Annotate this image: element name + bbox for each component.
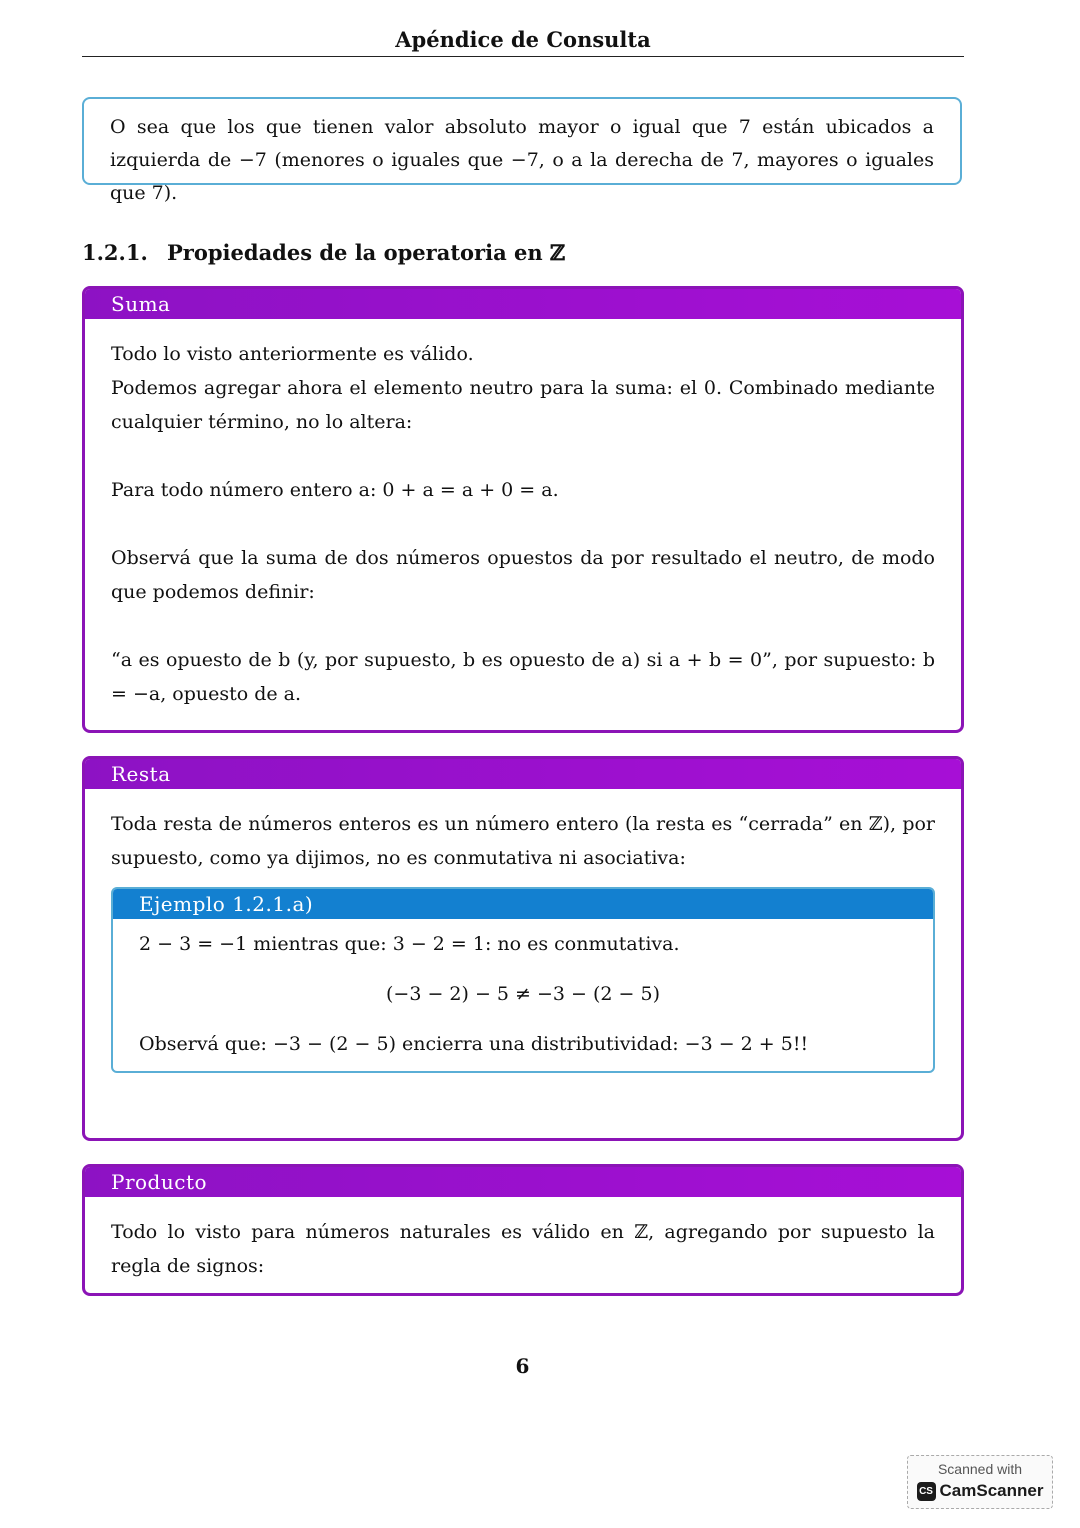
resta-box xyxy=(82,756,964,1141)
suma-paragraph-3: Para todo número entero a: 0 + a = a + 0 = a. xyxy=(111,479,559,501)
producto-body xyxy=(85,1197,961,1283)
example-line-2: (−3 − 2) − 5 ≠ −3 − (2 − 5) xyxy=(385,983,660,1005)
scanner-brand: CamScanner xyxy=(939,1481,1044,1500)
example-box xyxy=(111,887,935,1073)
note-text: O sea que los que tienen valor absoluto mayor o igual que 7 están ubicados a izquierda de −7 (menores o iguales que −7, o a la derecha de 7, mayores o iguales que 7). xyxy=(110,116,934,204)
section-title: Propiedades de la operatoria en ℤ xyxy=(167,240,566,265)
scanner-caption: Scanned with xyxy=(937,1461,1023,1477)
producto-title: Producto xyxy=(85,1167,961,1197)
resta-paragraph-1: Toda resta de números enteros es un número entero (la resta es “cerrada” en ℤ), por supuesto, como ya dijimos, no es conmutativa ni asociativa: xyxy=(111,813,935,869)
resta-body xyxy=(85,789,961,1073)
suma-title: Suma xyxy=(85,289,961,319)
scanner-brand-row xyxy=(908,1480,1052,1502)
page-number: 6 xyxy=(515,1354,530,1378)
scanner-watermark xyxy=(907,1455,1053,1509)
example-line-1: 2 − 3 = −1 mientras que: 3 − 2 = 1: no es conmutativa. xyxy=(139,933,680,955)
suma-body xyxy=(85,319,961,711)
producto-paragraph-1: Todo lo visto para números naturales es válido en ℤ, agregando por supuesto la regla de signos: xyxy=(111,1221,935,1277)
suma-paragraph-4: Observá que la suma de dos números opuestos da por resultado el neutro, de modo que podemos definir: xyxy=(111,547,935,603)
example-title: Ejemplo 1.2.1.a) xyxy=(113,889,933,919)
suma-paragraph-5: “a es opuesto de b (y, por supuesto, b es opuesto de a) si a + b = 0”, por supuesto: b = −a, opuesto de a. xyxy=(111,649,935,705)
section-heading xyxy=(82,240,565,265)
suma-box xyxy=(82,286,964,733)
producto-box xyxy=(82,1164,964,1296)
suma-paragraph-1: Todo lo visto anteriormente es válido. xyxy=(111,343,474,365)
resta-title: Resta xyxy=(85,759,961,789)
suma-paragraph-2: Podemos agregar ahora el elemento neutro para la suma: el 0. Combinado mediante cualquier término, no lo altera: xyxy=(111,377,935,433)
example-line-3: Observá que: −3 − (2 − 5) encierra una distributividad: −3 − 2 + 5!! xyxy=(139,1033,809,1055)
note-box xyxy=(82,97,962,204)
example-body xyxy=(113,919,933,1071)
camscanner-logo-icon: CS xyxy=(917,1482,936,1501)
page-header-title: Apéndice de Consulta xyxy=(395,27,651,52)
section-number: 1.2.1. xyxy=(82,240,148,265)
page-header xyxy=(82,24,964,57)
